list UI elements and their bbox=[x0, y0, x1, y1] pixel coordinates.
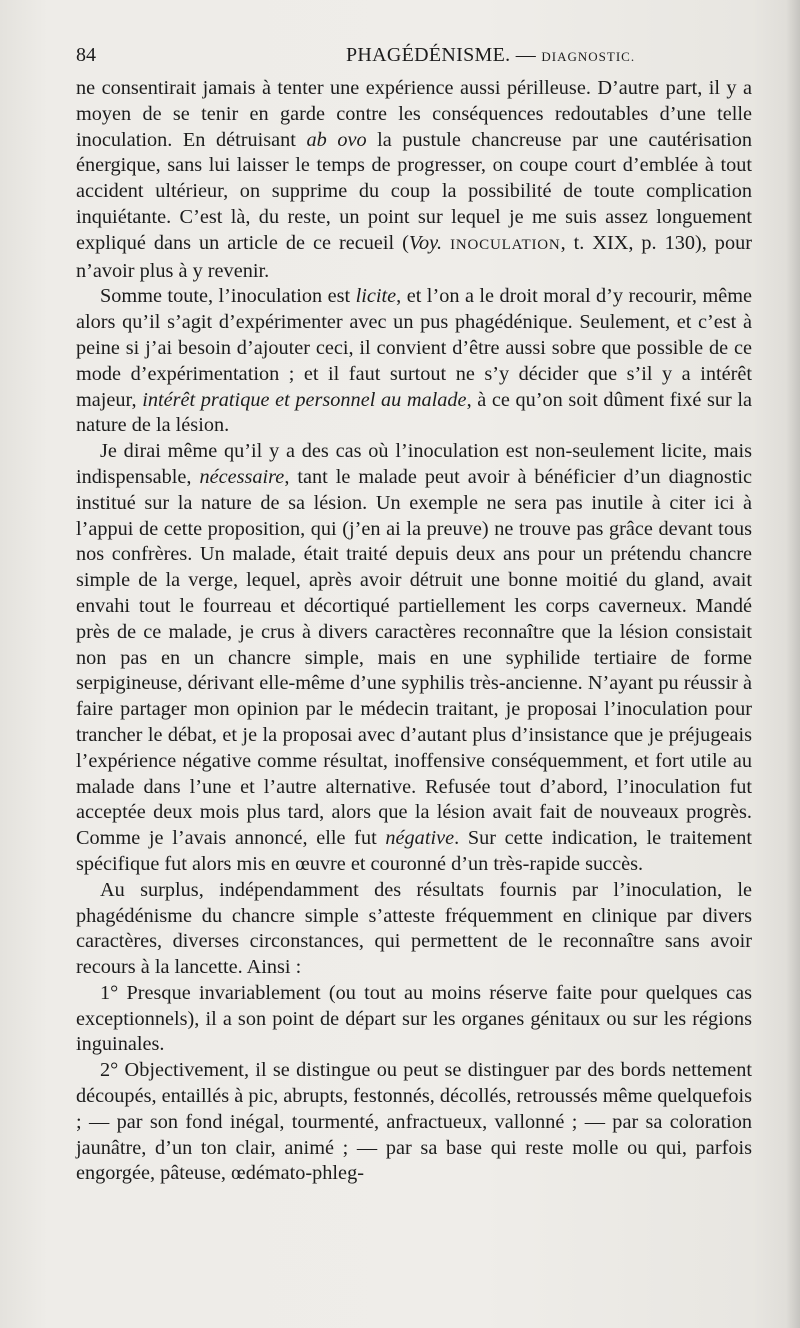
paragraph-4: Au surplus, indépendamment des résultats fournis par l’inoculation, le phagédénisme du chancre simple s’atteste fréquemment en clinique par divers caractères, diverses circonstances, qui permettent de le reconnaître sans avoir recours à la lancette. Ainsi : bbox=[76, 878, 752, 979]
paragraph-1-italic-ab-ovo: ab ovo bbox=[306, 128, 367, 151]
running-title-main: PHAGÉDÉNISME. — bbox=[346, 44, 537, 66]
list-item-1: 1° Presque invariablement (ou tout au moins réserve faite pour quelques cas exceptionnels), il a son point de départ sur les organes génitaux ou sur les régions inguinales. bbox=[76, 981, 752, 1056]
body-text bbox=[76, 76, 752, 1187]
paragraph-1-text-a: ne consentirait jamais à tenter une expérience aussi périlleuse. D’autre part, il y a moyen de se tenir en garde contre les conséquences redoutables d’une telle inoculation. En détruisant bbox=[76, 77, 752, 151]
running-header bbox=[76, 40, 752, 70]
paragraph-1-text-c: , t. XIX, p. 130), pour n’avoir plus à y revenir. bbox=[76, 231, 752, 282]
list-item-2: 2° Objectivement, il se distingue ou peut se distinguer par des bords nettement découpés, entaillés à pic, abrupts, festonnés, décollés, retroussés même quelquefois ; — par son fond inégal, tourmenté, anfractueux, vallonné ; — par sa coloration jaunâtre, d’un ton clair, animé ; — par sa base qui reste molle ou qui, parfois engorgée, pâteuse, œdémato-phleg- bbox=[76, 1059, 752, 1185]
paragraph-1-smallcaps-inoculation: INOCULATION bbox=[450, 236, 561, 253]
running-title-section: DIAGNOSTIC. bbox=[541, 49, 636, 64]
paragraph-2-italic-interet: intérêt pratique et personnel au malade bbox=[142, 388, 467, 411]
running-title bbox=[346, 40, 635, 72]
paragraph-2-text-a: Somme toute, l’inoculation est bbox=[100, 285, 356, 308]
paragraph-1 bbox=[76, 76, 752, 284]
paragraph-2-italic-licite: licite bbox=[355, 285, 397, 308]
paragraph-2 bbox=[76, 284, 752, 439]
paragraph-1-text-b: la pustule chancreuse par une cautérisation énergique, sans lui laisser le temps de progresser, on coupe court d’emblée à tout accident ultérieur, on supprime du coup la possibilité de toute complication inquiétante. C’est là, du reste, un point sur lequel je me suis assez longuement expliqué dans un article de ce recueil ( bbox=[76, 128, 753, 254]
paragraph-1-italic-voy: Voy. bbox=[408, 231, 443, 254]
paragraph-2-text-c: , à ce qu’on soit dûment fixé sur la nature de la lésion. bbox=[76, 388, 752, 437]
page-edge-shadow bbox=[786, 0, 800, 1328]
paragraph-3-italic-negative: négative bbox=[385, 827, 455, 850]
paragraph-3 bbox=[76, 439, 752, 878]
paragraph-3-italic-necessaire: nécessaire bbox=[199, 465, 285, 488]
paragraph-3-text-c: . Sur cette indication, le traitement spécifique fut alors mis en œuvre et couronné d’un très-rapide succès. bbox=[76, 827, 752, 875]
paragraph-3-text-a: Je dirai même qu’il y a des cas où l’inoculation est non-seulement licite, mais indispensable, bbox=[76, 440, 752, 488]
page-number: 84 bbox=[76, 44, 96, 66]
paragraph-2-text-b: , et l’on a le droit moral d’y recourir, même alors qu’il s’agit d’expérimenter avec un pus phagédénique. Seulement, et c’est à peine si j’ai besoin d’ajouter ceci, il convient d’être aussi sobre que possible de ce mode d’expérimentation ; et il faut surtout ne s’y décider que s’il y a intérêt majeur, bbox=[76, 285, 752, 411]
paragraph-3-text-b: , tant le malade peut avoir à bénéficier d’un diagnostic institué sur la nature de sa lésion. Un exemple ne sera pas inutile à citer ici à l’appui de cette proposition, qui (j’en ai la preuve) ne trouve pas grâce devant tous nos confrères. Un malade, était traité depuis deux ans pour un prétendu chancre simple de la verge, lequel, après avoir détruit une bonne moitié du gland, avait envahi tout le fourreau et décortiqué partiellement les corps caverneux. Mandé près de ce malade, je crus à divers caractères reconnaître que la lésion consistait non pas en un chancre simple, mais en une syphilide tertiaire de forme serpigineuse, dérivant elle-même d’une syphilis très-ancienne. N’ayant pu réussir à faire partager mon opinion par le médecin traitant, je proposai l’inoculation pour trancher le débat, et je la proposai avec d’autant plus d’insistance que je préjugeais l’expérience négative comme résultat, inoffensive conséquemment, et fort utile au malade dans l’une et l’autre alternative. Refusée tout d’abord, l’inoculation fut acceptée deux mois plus tard, alors que la lésion avait fait de nouveaux progrès. Comme je l’avais annoncé, elle fut bbox=[76, 465, 752, 850]
